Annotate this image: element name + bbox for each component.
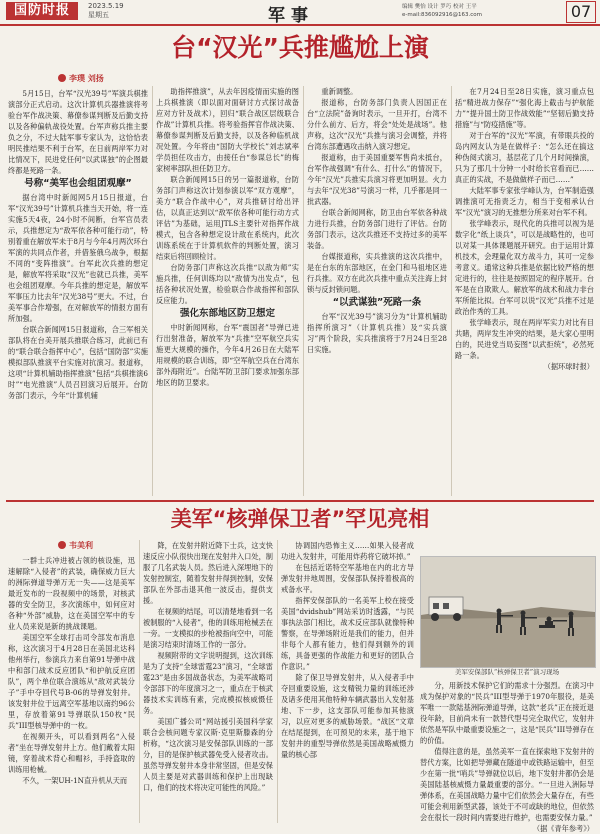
- article2-col1-p4: 不久，一架UH-1N直升机从天而: [22, 776, 128, 785]
- article1-col4-p5: 张学峰表示，现在两岸军实力对比有目共睹，两岸发生冲突的结果，是大家心里明白的，民进党当局妄图“以武拒统”，必然死路一条。: [455, 318, 594, 360]
- article1-col3: [307, 86, 447, 496]
- page-number: 07: [566, 1, 596, 23]
- article1-col3-p3: 报道称，由于美国重要军售尚未抵台，台军作战强调“有什么、打什么”的情况下，今年“汉光”兵推实兵演习将更加明显。火力与去年“汉光38”号演习一样，几乎都是同一批武器。: [307, 153, 447, 206]
- section-title: 军事: [268, 6, 314, 26]
- article1-col1b-p2: 台联合新闻网15日报道称，合三军相关部队将在台美开展兵推联合练习，此前已有的“联合联合指挥中心”，包括“国防部”实施模拟部队推演平台实施对抗演习。报道称，这项“计算机辅助指挥推演”包括“兵棋推演6时”“电光推演”人员召回演习后展开。台防务部门表示，今年“计算机辅: [8, 325, 148, 400]
- article1-byline: [58, 73, 104, 84]
- editors-email: e-mail:836092916@163.com: [402, 12, 482, 18]
- exercise-photo: [420, 556, 596, 668]
- article1-col4-p2: 对于台军的“汉光”军演，有带眼兵投的岛内网友认为是在做样子：“怎么还在搞这种伪阅式演习，基层花了几个月时间操演，只为了那几十分钟一小时给长官看而已……真正的实战，不是做做样子而已……”: [455, 131, 594, 184]
- article1-col2-p2: 联合新闻网15日的另一篇报道称，台防务部门声称这次计划参演以军“双方观摩”，美方“联合作战中心”，对兵推研讨给出评估，以真正达到以“敌军依各种可能行动方式评估”为基础，运用JTLS主要针对指挥作战模式，包含各种想定设计敌在系统内，此次训练系统在于计算机软件的判断处置，演习结束后将回顾检讨。: [156, 175, 299, 261]
- article2-headline: 美军“核弹保卫者”罕见亮相: [170, 507, 430, 531]
- article1-col1b-p1: 据台湾中时新闻网5月15日报道，台军“汉光39号”计算机兵推当天开始，将一连实施5天4夜，24小时不间断，台军官员表示，兵推想定为“敌军依各种可能行动”，特别着重在解放军未于8月与今年4月两次环台军演的共同点作者，并借鉴俄乌战争，根据不同的“变阵推演”。台军此次兵推的想定是，解放军将采取“汉光”也就已兵推，美军也会组团观摩。今年兵推的想定是，解放军军事压力比去年“汉光38号”更大。不过，台美军事合作增强，在对解放军的情报方面有所加强。: [8, 193, 148, 323]
- article2-col3-p4: 除了保卫导弹发射井，从入侵者手中夺回重要设施，这支精锐力量的训练还涉及诸多使用其他特种车辆武器出入发射基地、下一步，这支部队可能参加其他演习，以应对更多的威胁场景。“战区“文章在结尾提到，在可预见的未来，基于地下发射井的重型导弹依然是美国战略威慑力量的核心部: [281, 673, 414, 759]
- article2-col3-p3: 指挥安保部队的一名美军上校在接受美国“dvidshub”网站采访时透露，“与民事执法部门相比，战术反应部队就像特种警察，在导弹场附近是我们的能力，但并非每个人都有能力，他们得到额外的训练，具备更强的作战能力和更好的团队合作意识。”: [281, 596, 414, 671]
- issue-date: [88, 2, 124, 20]
- article1-col2: [156, 86, 299, 496]
- article1-col3b-p1: 台军“汉光39号”演习分为“计算机辅助指挥所演习”（计算机兵推）及“实兵演习”两个阶段，实兵推演将于7月24日至28日实施。: [307, 312, 447, 354]
- photo-illustration: [421, 557, 595, 667]
- article2-source: （据《青年参考》）: [532, 824, 594, 833]
- article2-col2-p4: 美国广播公司“网站援引美国科学家联合会核问题专家汉斯·克里斯滕森的分析称，“这次演习是安保部队训练的一部分，目的是保护核武器免受入侵者攻击。虽然导弹发射井本身非常坚固，但是安保人员主要是对武器训练和保护上出现缺口，他们的技术将决定可能性的风险。”: [143, 717, 273, 792]
- editors-info: [402, 3, 562, 19]
- article1-col3-p2: 报道称，台防务部门负责人因国正在台“立法院”备询时表示，一旦开打，台湾不分什么前方、后方，将会“处处是战场”。他声称，这次“汉光”兵推与演习会调整，并将台湾东部遭遇攻击纳入演习想定。: [307, 98, 447, 151]
- date-text: 2023.5.19: [88, 2, 124, 10]
- article2-col1-p3: 在视频开头，可以看到两名“入侵者”坐在导弹发射井上方。他们戴着太阳镜，穿着战术背心和帽衫，手持盗取的训练用枪械。: [8, 732, 135, 774]
- article2-col3: [281, 540, 414, 823]
- editors-line: 编辑 樊怡 设计 罗巧 校对 王平: [402, 4, 477, 10]
- article1-col1-p1: 5月15日，台军“汉光39号”军演兵棋推演部分正式启动。这次计算机兵器推演将考验台军作战决策、幕僚参谋判断及后勤支持以及各种偏轨战役处置。台军声称兵推主要负之分，不过大陆军事专家认为，这恰恰表明民推结果不利于台军，在日前两岸军力对比情况下，民进党任何“以武谋独”的企图最终都是死路一条。: [8, 89, 148, 175]
- byline-marker-icon: [58, 541, 66, 549]
- article2-byline: [58, 540, 93, 551]
- column-rule: [451, 86, 452, 496]
- article1-col1: [8, 88, 148, 496]
- photo-caption: 美军安保部队“核弹保卫者”演习现场: [454, 668, 560, 676]
- article1-author: 李璞 刘扬: [69, 74, 104, 83]
- column-rule: [303, 86, 304, 496]
- article2-author: 韦美利: [69, 541, 93, 550]
- article1-col4-p3: 大陆军事专家张学峰认为，台军制造强调推演可无指责乏力，相当于变相承认台军“汉光”演习的无推想分所来对台军不利。: [455, 186, 594, 217]
- article1-subhead2: 强化东部地区防卫想定: [179, 308, 275, 319]
- column-rule: [152, 86, 153, 496]
- column-rule: [139, 540, 140, 823]
- article2-col2: [143, 540, 273, 823]
- article2-col2-p3: 视频附带的文字说明提到，这次训练是为了支持“全球雷霆23”演习，“全球雷霆23”是由多国战备状态，为美军战略司令部部下的年度演习之一，重点在于核武器技术实训练有素，完成模拟核威慑任务。: [143, 651, 273, 715]
- article1-subhead3: “以武谋独”死路一条: [332, 297, 422, 308]
- article1-col3-p5: 台媒报道称，实兵推演的这次兵推中，是在台东的东部地区，在金门和马祖地区进行兵推。双方在此次兵推中重点关注海上封锁与反封锁问题。: [307, 252, 447, 294]
- article1-col4-p1: 在7月24日至28日实施，演习重点包括“精进战力保存”“强化海上截击与护航能力”“提升国土防卫作战效能”“坚韧后勤支持措施”与“防疫措施”等。: [455, 87, 594, 129]
- newspaper-logo: 国防时报: [6, 2, 78, 20]
- article1-headline: 台“汉光”兵推尴尬上演: [171, 33, 429, 62]
- byline-marker-icon: [58, 74, 66, 82]
- article1-col3-p1: 重新调整。: [321, 87, 358, 96]
- article2-col4-p2: 值得注意的是，虽然美军一直在探索地下发射井的替代方案，比如把导弹藏在隧道中或铁路运输中，但至少在第一批“哨兵”导弹就位以后，地下发射井都仍会是美国陆基核威慑力量最重要的部分。“一旦进入洲际导弹体系，在美国战略力量中它们依然会大量存在，有些可能会利用新型武器，该处于不可或缺的地位，但依然会在很长一段时间内需要进行维护，也需要安保力量。”: [420, 747, 594, 822]
- masthead: [0, 0, 600, 26]
- column-rule: [277, 540, 278, 823]
- article2-col2-p2: 在视频的结尾，可以清楚地看到一名被制服的“入侵者”，他的训练用枪械丢在一旁。一支模拟的步枪被指向空中，可能是演习结束时清场工作的一部分。: [143, 607, 273, 649]
- article1-col2-p1: 助指挥推演”，从去年因疫情而实施的图上兵棋推演（即以面对面研讨方式探讨战备应对方针及战术），回归“联合战区层级联合作战”计算机兵推。将考验指挥官作战决策、幕僚参谋判断及后勤支持，以及各种临机战况处置。今年将由“国防大学校长”刘志斌率学员担任攻击方，由接任台“参谋总长”的梅家树率部队担任防卫方。: [156, 87, 299, 173]
- article2-col2-p1: 降，在发射井附近降下士兵，这支快速反应小队很快出现在发射井入口处，制服了几名武装人员。然后进入深埋地下的发射控制室，随着发射井得到控制，安保部队在外部击退其他一波反击，提供支援。: [143, 541, 273, 605]
- weekday-text: 星期五: [88, 11, 109, 19]
- article1-col4-p4: 张学峰表示，现代化的兵推可以视为是数字化“纸上谈兵”，可以是战略性的，也可以对某一具体课题展开研究。由于运用计算机技术，会理量化双方战斗力，其可一定参考意义。通常这种兵推是依据比较严格的想定进行的，往往是按照固定的程序展开。台军是在自欺欺人。解放军的战术和战力非台军所能比拟。台军可以说“汉光”兵推不过是政治作秀的工具。: [455, 219, 594, 316]
- article1-col2-p3: 台防务部门声称这次兵推“以敌为师”实施兵推，任何训练均以“敌情为出发点”，包括各种状况处置，检验联合作战指挥和部队反应能力。: [156, 263, 299, 305]
- article2-col3-p1: 协调国内恐怖主义……如果入侵者成功进入发射井，可能用炸药将它破坏掉。”: [281, 541, 414, 561]
- article2-col3-p2: 在包括近诺特空军基地在内的北方导弹发射井地周围，安保部队保持着极高的戒备水平。: [281, 563, 414, 594]
- article1-subhead1: 号称“美军也会组团观摩”: [24, 178, 132, 189]
- article2-col1-p2: 美国空军全球打击司令部发布消息称，这次演习于4月28日在美国北达科他州举行，参演兵力来自第91导弹中战中和部门战术反应团队“和护航反应团队”，两个单位联合演练从“敌对武装分子”手中夺回代号B-06的导弹发射井。该发射井位于远离空军基地以南约96公里，存放着第91导弹联队150枚“民兵”III型核导弹中的一枚。: [8, 633, 135, 730]
- article1-source: （据环球时报）: [543, 362, 594, 371]
- article2-col1: [8, 555, 135, 823]
- article2-col4: [420, 680, 594, 833]
- article2-col4-p1: 分，用新技术保护它们的需求十分强烈。在演习中成为保护对象的“民兵”III型导弹于1970年服役，是美军唯一一款陆基洲际弹道导弹，这款“老兵”正在接近退役年龄，目前尚未有一款替代型号完全取代它，发射井依然是军队中最重要设施之一，这是“民兵”III导弹存在的价值。: [420, 681, 594, 745]
- article1-col4: [455, 86, 594, 496]
- article2-col1-p1: 一群士兵冲进被占领的核设施，迅速解除“入侵者”的武装，确保威力巨大的洲际弹道导弹万无一失——这是美军最近发布的一段视频中的场景，对核武器的安全防卫，多次演练中，如何应对各种“外部”威胁，这在美国空军中的专业人员来说是新的挑战课题。: [8, 556, 135, 631]
- article1-col3-p4: 台联合新闻网称，防卫由台军依各种战力进行兵推，台防务部门进行了评估。台防务部门表示，这次兵推还不支持过多的美军装备。: [307, 208, 447, 250]
- section-divider: [6, 500, 594, 502]
- article1-col2b-p1: 中时新闻网称，台军“震国者”导弹已进行出射准备，解放军为“兵推”空军航空兵实施更大规模的操作，今年4月26日在大陆军用规模的联合训练，即“空军航空兵在台湾东部外海附近”。台陆军防卫部门要求加强东部地区的防卫要求。: [156, 323, 299, 387]
